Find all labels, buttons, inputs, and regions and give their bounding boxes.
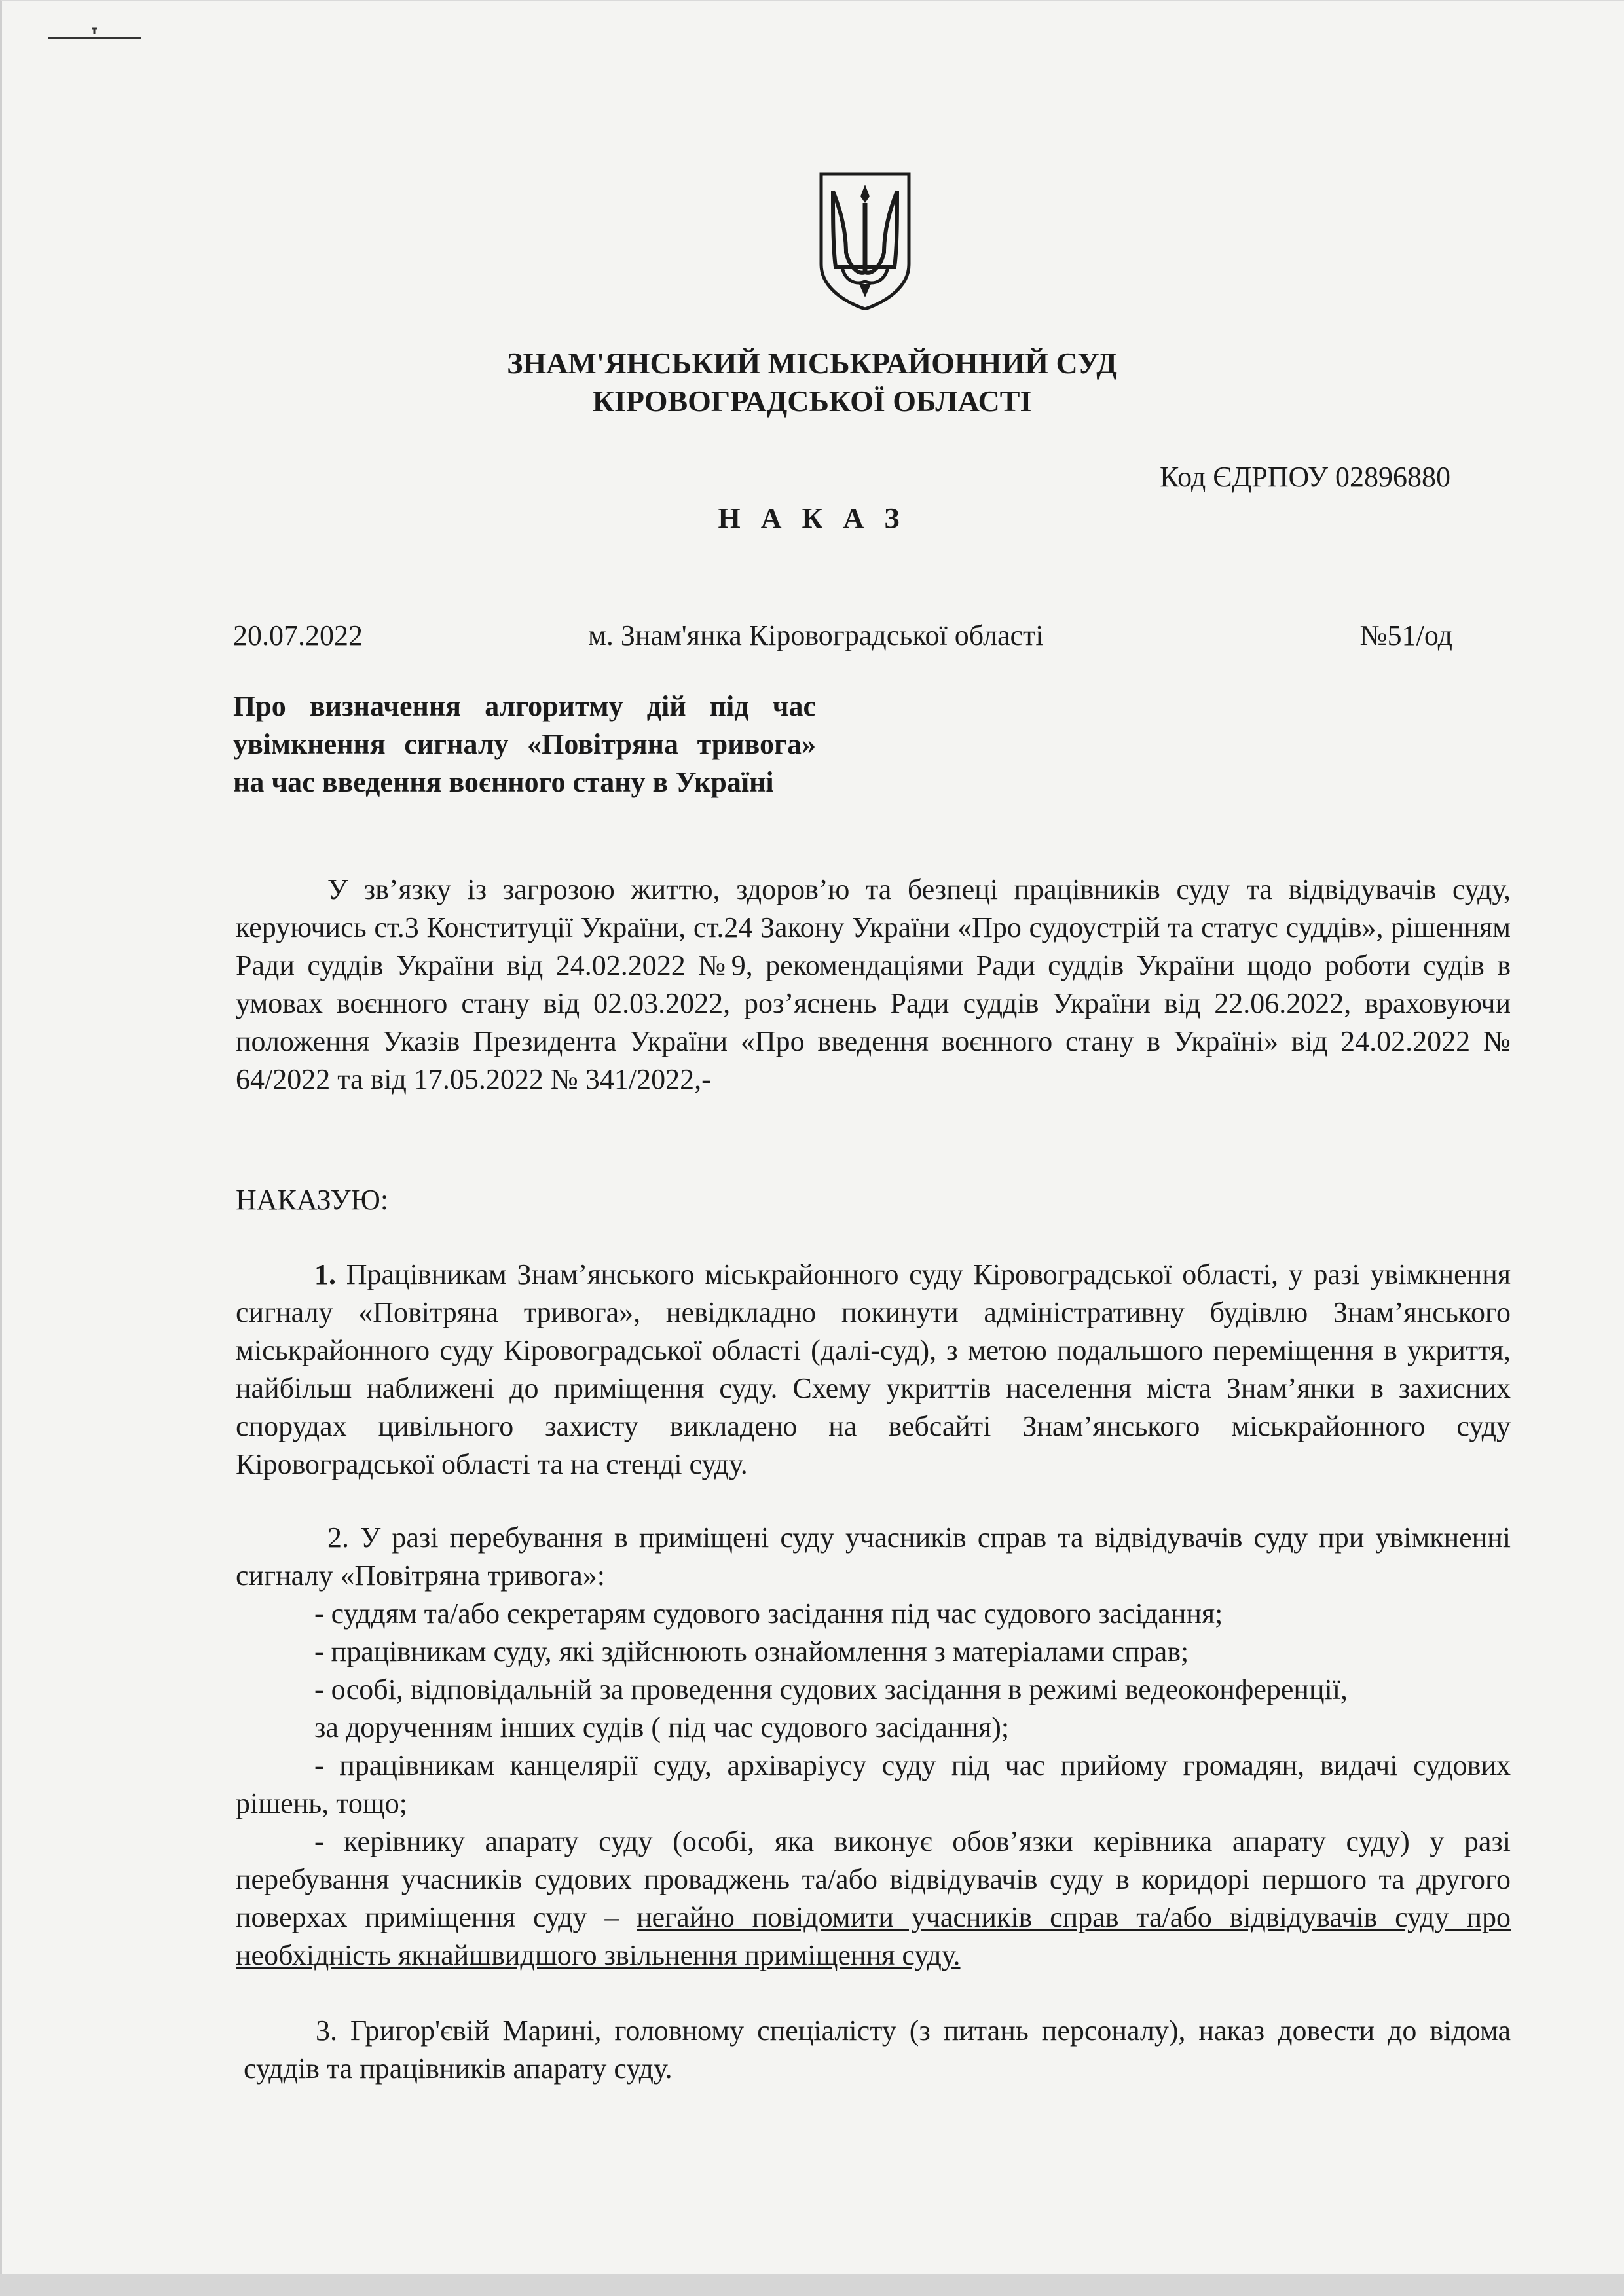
item-2-bullet-3: - особі, відповідальній за проведення судових засідання в режимі ведеоконференції, bbox=[314, 1673, 1348, 1705]
item-2-bullet-4: - працівникам канцелярії суду, архіваріусу суду під час прийому громадян, видачі судових рішень, тощо; bbox=[236, 1749, 1511, 1819]
item-2-bullet-5-text: - керівнику апарату суду (особі, яка виконує обов’язки керівника апарату суду) у разі перебування учасників судових проваджень та/або відвідувачів суду в коридорі першого та другого поверхах приміщення суду – bbox=[236, 1825, 1511, 1933]
court-name-line-1: ЗНАМ'ЯНСЬКИЙ МІСЬКРАЙОННИЙ СУД bbox=[507, 346, 1117, 380]
order-place: м. Знам'янка Кіровоградської області bbox=[588, 619, 1044, 651]
order-subject: Про визначення алгоритму дій під час увімкнення сигналу «Повітряна тривога» на час введення воєнного стану в Україні bbox=[233, 690, 816, 798]
item-2-bullet-5-underlined: негайно повідомити учасників справ та/або відвідувачів суду про необхідність якнайшвидшого звільнення приміщення суду. bbox=[236, 1901, 1511, 1971]
order-date: 20.07.2022 bbox=[233, 619, 363, 651]
court-name-line-2: КІРОВОГРАДСЬКОЇ ОБЛАСТІ bbox=[592, 384, 1032, 418]
scan-bottom-edge bbox=[0, 2274, 1624, 2296]
item-1 bbox=[236, 1256, 1511, 1484]
preamble: У зв’язку із загрозою життю, здоров’ю та безпеці працівників суду та відвідувачів суду, керуючись ст.3 Конституції України, ст.24 Закону України «Про судоустрій та статус суддів», рішенням Ради суддів України від 24.02.2022 №9, рекомендаціями Ради суддів України щодо роботи судів в умовах воєнного стану від 02.03.2022, роз’яснень Ради суддів України від 22.06.2022, враховуючи положення Указів Президента України «Про введення воєнного стану в Україні» від 24.02.2022 № 64/2022 та від 17.05.2022 № 341/2022,- bbox=[236, 873, 1511, 1095]
edrpou-code: Код ЄДРПОУ 02896880 bbox=[1159, 461, 1450, 493]
corner-mark bbox=[46, 25, 144, 43]
item-1-number: 1. bbox=[314, 1258, 336, 1290]
order-word: НАКАЗУЮ: bbox=[236, 1184, 389, 1216]
item-2-bullet-1: - суддям та/або секретарям судового засідання під час судового засідання; bbox=[314, 1597, 1223, 1630]
item-2-bullet-5 bbox=[236, 1823, 1511, 1975]
item-2-bullet-3-cont: за дорученням інших судів ( під час судового засідання); bbox=[314, 1711, 1010, 1743]
item-2-bullet-2: - працівникам суду, які здійснюють ознайомлення з матеріалами справ; bbox=[314, 1635, 1189, 1667]
coat-of-arms-trident-icon bbox=[816, 169, 914, 310]
order-number: №51/од bbox=[1359, 619, 1452, 651]
item-1-text: Працівникам Знам’янського міськрайонного суду Кіровоградської області, у разі увімкнення сигналу «Повітряна тривога», невідкладно покинути адміністративну будівлю Знам’янського міськрайонного суду Кіровоградської області (далі-суд), з метою подальшого переміщення в укриття, найбільш наближені до приміщення суду. Схему укриттів населення міста Знам’янки в захисних спорудах цивільного захисту викладено на вебсайті Знам’янського міськрайонного суду Кіровоградської області та на стенді суду. bbox=[236, 1258, 1511, 1480]
item-2-intro: 2. У разі перебування в приміщені суду учасників справ та відвідувачів суду при увімкненні сигналу «Повітряна тривога»: bbox=[236, 1522, 1511, 1592]
item-3: 3. Григор'євій Марині, головному спеціалісту (з питань персоналу), наказ довести до відома суддів та працівників апарату суду. bbox=[244, 2014, 1511, 2085]
document-title: Н А К А З bbox=[718, 502, 906, 534]
